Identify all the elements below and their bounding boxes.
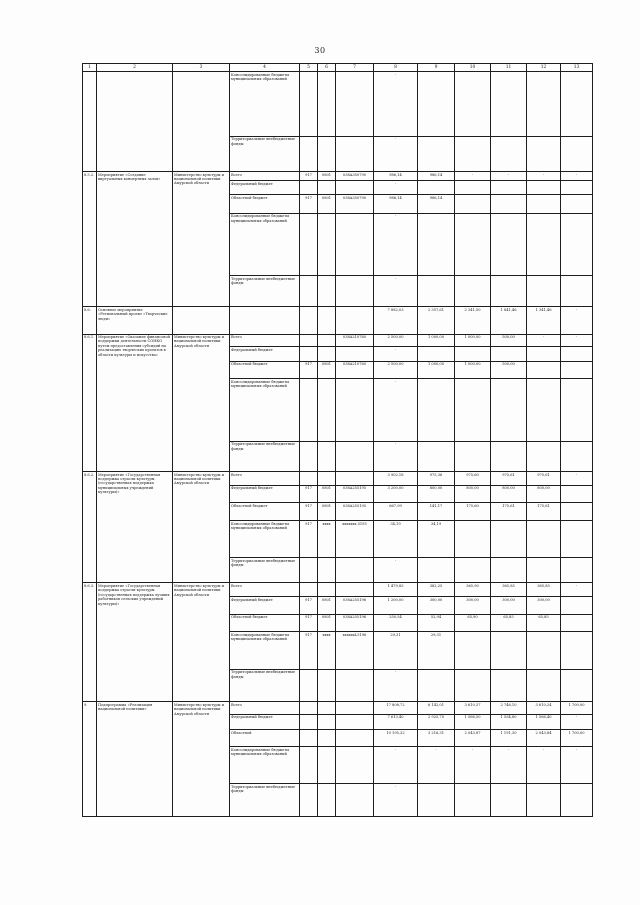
cell-value: 1 841,46 [491, 307, 527, 334]
source-label: Консолидированные бюджеты муниципальных образований [230, 520, 300, 558]
cell-value: 2 500,00 [374, 361, 418, 379]
cell-value: 7 613,40 [374, 714, 418, 730]
cell-csr: 038A350790 [336, 194, 374, 213]
cell-value: 2 925,70 [418, 714, 455, 730]
cell-value: 141,17 [418, 503, 455, 521]
item-number: 8.6.2. [83, 472, 97, 583]
cell-value: 29,31 [374, 632, 418, 670]
source-label: Федеральный бюджет [230, 181, 300, 195]
cell-value: - [374, 784, 418, 817]
source-label: Всего [230, 472, 300, 486]
item-number: 8.6.1. [83, 334, 97, 472]
source-label: Всего [230, 334, 300, 347]
cell-value: 365,85 [491, 583, 527, 597]
cell-value: 175,60 [455, 503, 491, 521]
source-label: Территориальные внебюджетные фонды [230, 276, 300, 307]
cell-value: 2 357,61 [418, 307, 455, 334]
cell-value: 800,00 [527, 485, 561, 503]
cell-rzpr: 0801 [318, 596, 336, 614]
source-label: Территориальные внебюджетные фонды [230, 136, 300, 171]
cell-csr: xxxxxxL5196 [336, 632, 374, 670]
cell-value: 365,85 [527, 583, 561, 597]
cell-value: - [527, 172, 561, 181]
cell-value: - [561, 172, 593, 181]
cell-value: 65,85 [527, 614, 561, 632]
source-label: Территориальные внебюджетные фонды [230, 441, 300, 471]
cell-rzpr: 0801 [318, 172, 336, 181]
cell-value: 10 195,32 [374, 730, 418, 747]
item-number: 8.6. [83, 307, 97, 334]
cell-grbs: 917 [300, 361, 318, 379]
cell-grbs: 917 [300, 632, 318, 670]
cell-value: - [374, 558, 418, 583]
cell-value: - [374, 379, 418, 442]
cell-value: 800,00 [455, 485, 491, 503]
cell-value: 2 043,87 [455, 730, 491, 747]
cell-value: 986,14 [418, 194, 455, 213]
cell-value: 6 142,01 [418, 702, 455, 715]
cell-value: 1 566,50 [455, 714, 491, 730]
cell-value: 1 341,46 [527, 307, 561, 334]
item-number: 8.5.2. [83, 172, 97, 307]
cell-value: - [374, 441, 418, 471]
column-header: 12 [527, 64, 561, 72]
cell-csr: 038A350790 [336, 172, 374, 181]
cell-value: - [561, 472, 593, 486]
cell-value: - [455, 172, 491, 181]
cell-value: 3 610,24 [527, 702, 561, 715]
cell-value: 2 043,84 [527, 730, 561, 747]
item-name: Подпрограмма «Реализация национальной политики» [97, 702, 173, 817]
cell-value: 975,61 [491, 472, 527, 486]
cell-value: 2 341,50 [455, 307, 491, 334]
executor: Министерство культуры и национальной политики Амурской области [173, 334, 230, 472]
cell-value: 975,60 [455, 472, 491, 486]
column-header: 4 [230, 64, 300, 72]
column-header: 6 [318, 64, 336, 72]
cell-csr: xxxxxxx.5195 [336, 520, 374, 558]
cell-value: - [491, 746, 527, 784]
cell-rzpr: 0801 [318, 614, 336, 632]
cell-value: 175,61 [527, 503, 561, 521]
cell-value: 986,14 [418, 172, 455, 181]
cell-value: 2 500,00 [374, 334, 418, 347]
column-header: 2 [97, 64, 173, 72]
cell-value: 300,00 [418, 596, 455, 614]
cell-value: 975,61 [527, 472, 561, 486]
cell-value: - [374, 746, 418, 784]
item-name: Мероприятие «Государственная поддержка отрасли культуры (государственная поддержка лучших работников сельских учреждений культуры)» [97, 583, 173, 702]
page-number: 30 [314, 46, 326, 55]
cell-value: 1 000,00 [418, 361, 455, 379]
cell-value: - [374, 181, 418, 195]
cell-grbs: 917 [300, 520, 318, 558]
cell-value: 800,00 [491, 485, 527, 503]
source-label: Федеральный бюджет [230, 485, 300, 503]
cell-value: - [527, 746, 561, 784]
cell-grbs: 917 [300, 503, 318, 521]
cell-grbs: 917 [300, 194, 318, 213]
source-label: Областной бюджет [230, 614, 300, 632]
cell-value: 1 554,80 [491, 714, 527, 730]
executor: Министерство культуры и национальной политики Амурской области [173, 172, 230, 307]
cell-value: 65,85 [491, 614, 527, 632]
source-label: Областной бюджет [230, 503, 300, 521]
source-label: Консолидированные бюджеты муниципальных образований [230, 72, 300, 137]
cell-value: 300,00 [491, 596, 527, 614]
cell-grbs: 917 [300, 614, 318, 632]
cell-value: - [527, 334, 561, 347]
table-row [83, 702, 593, 715]
column-header: 11 [491, 64, 527, 72]
cell-grbs: 917 [300, 485, 318, 503]
source-label: Федеральный бюджет [230, 347, 300, 362]
column-header: 13 [561, 64, 593, 72]
cell-csr: 038A255195 [336, 485, 374, 503]
item-name: Мероприятие «Оказание финансовой поддержки деятельности СОНКО путем предоставления субсидий на реализацию творческих проектов в области культуры и искусства» [97, 334, 173, 472]
source-label: Территориальные внебюджетные фонды [230, 669, 300, 701]
cell-value: 1 200,00 [374, 596, 418, 614]
source-label: Федеральный бюджет [230, 596, 300, 614]
cell-value: - [455, 746, 491, 784]
cell-value: - [561, 307, 593, 334]
cell-value: 800,00 [418, 485, 455, 503]
column-header: 8 [374, 64, 418, 72]
cell-value: 34,19 [418, 520, 455, 558]
cell-value: 17 808,72 [374, 702, 418, 715]
source-label: Областной бюджет [230, 194, 300, 213]
cell-rzpr: 0801 [318, 485, 336, 503]
cell-value: 3 200,00 [374, 485, 418, 503]
column-header: 1 [83, 64, 97, 72]
executor: Министерство культуры и национальной политики Амурской области [173, 472, 230, 583]
cell-value: 3 216,31 [418, 730, 455, 747]
cell-value: 300,00 [527, 596, 561, 614]
cell-value: - [374, 347, 418, 362]
source-label: Территориальные внебюджетные фонды [230, 784, 300, 817]
cell-value: 667,99 [374, 503, 418, 521]
cell-value: 1 700,00 [561, 730, 593, 747]
cell-value: 500,00 [491, 334, 527, 347]
cell-csr: 038A210760 [336, 334, 374, 347]
item-name: Мероприятие «Создание виртуальных концертных залов» [97, 172, 173, 307]
cell-csr: 038A255196 [336, 614, 374, 632]
source-label: Консолидированные бюджеты муниципальных образований [230, 746, 300, 784]
source-label: Территориальные внебюджетные фонды [230, 558, 300, 583]
cell-value: - [374, 276, 418, 307]
cell-value: - [561, 334, 593, 347]
cell-rzpr: 0801 [318, 194, 336, 213]
cell-grbs: 917 [300, 172, 318, 181]
cell-csr: 038A255195 [336, 503, 374, 521]
cell-value: - [418, 746, 455, 784]
budget-table [82, 63, 593, 817]
cell-value: 1 566,40 [527, 714, 561, 730]
column-header: 5 [300, 64, 318, 72]
cell-value: - [374, 136, 418, 171]
cell-value: 300,00 [455, 596, 491, 614]
table-row [83, 334, 593, 347]
source-label: Консолидированные бюджеты муниципальных образований [230, 213, 300, 276]
column-header: 9 [418, 64, 455, 72]
cell-value: 3 902,18 [374, 472, 418, 486]
cell-value: 365,90 [455, 583, 491, 597]
table-row [83, 583, 593, 597]
cell-value: 382,25 [418, 583, 455, 597]
source-label: Консолидированные бюджеты муниципальных образований [230, 632, 300, 670]
cell-rzpr: xxxx [318, 632, 336, 670]
cell-value: 65,90 [455, 614, 491, 632]
cell-value: 1 000,00 [418, 334, 455, 347]
cell-value: 975,36 [418, 472, 455, 486]
source-label: Консолидированные бюджеты муниципальных образований [230, 379, 300, 442]
column-header: 10 [455, 64, 491, 72]
cell-rzpr: 0801 [318, 503, 336, 521]
executor: Министерство культуры и национальной политики Амурской области [173, 702, 230, 817]
cell-value: - [374, 669, 418, 701]
cell-value: 52,94 [418, 614, 455, 632]
cell-value: 1 479,85 [374, 583, 418, 597]
column-header: 3 [173, 64, 230, 72]
source-label: Всего [230, 702, 300, 715]
column-header: 7 [336, 64, 374, 72]
cell-value: - [561, 583, 593, 597]
item-name: Основное мероприятие «Региональный проект «Творческие люди» [97, 307, 173, 334]
cell-value: 986,14 [374, 194, 418, 213]
cell-value: 1 000,00 [455, 361, 491, 379]
cell-value: 2 746,10 [491, 702, 527, 715]
cell-csr: 038A210760 [336, 361, 374, 379]
cell-value: 1 000,00 [455, 334, 491, 347]
table-row [83, 307, 593, 334]
cell-value: 1 191,30 [491, 730, 527, 747]
cell-value: 29,31 [418, 632, 455, 670]
cell-value: - [374, 213, 418, 276]
cell-value: 1 700,00 [561, 702, 593, 715]
cell-value: 7 882,03 [374, 307, 418, 334]
header-row [83, 64, 593, 72]
cell-csr: 038A255196 [336, 596, 374, 614]
cell-value: 175,61 [491, 503, 527, 521]
table-row [83, 472, 593, 486]
cell-value: 3 610,37 [455, 702, 491, 715]
cell-value: 500,00 [491, 361, 527, 379]
cell-value: - [561, 714, 593, 730]
executor: Министерство культуры и национальной политики Амурской области [173, 583, 230, 702]
source-label: Всего [230, 583, 300, 597]
item-number: 9. [83, 702, 97, 817]
cell-value: 250,54 [374, 614, 418, 632]
source-label: Областной [230, 730, 300, 747]
item-name: Мероприятие «Государственная поддержка отрасли культуры (государственная поддержка муниципальных учреждений культуры)» [97, 472, 173, 583]
cell-rzpr: xxxx [318, 520, 336, 558]
item-number: 8.6.3. [83, 583, 97, 702]
table-row [83, 72, 593, 137]
cell-grbs: 917 [300, 596, 318, 614]
table-row [83, 172, 593, 181]
source-label: Всего [230, 172, 300, 181]
source-label: Областной бюджет [230, 361, 300, 379]
cell-value: 986,14 [374, 172, 418, 181]
cell-value: - [561, 746, 593, 784]
cell-value: - [374, 72, 418, 137]
cell-value: 34,19 [374, 520, 418, 558]
cell-rzpr: 0801 [318, 361, 336, 379]
cell-value: - [491, 172, 527, 181]
source-label: Федеральный бюджет [230, 714, 300, 730]
